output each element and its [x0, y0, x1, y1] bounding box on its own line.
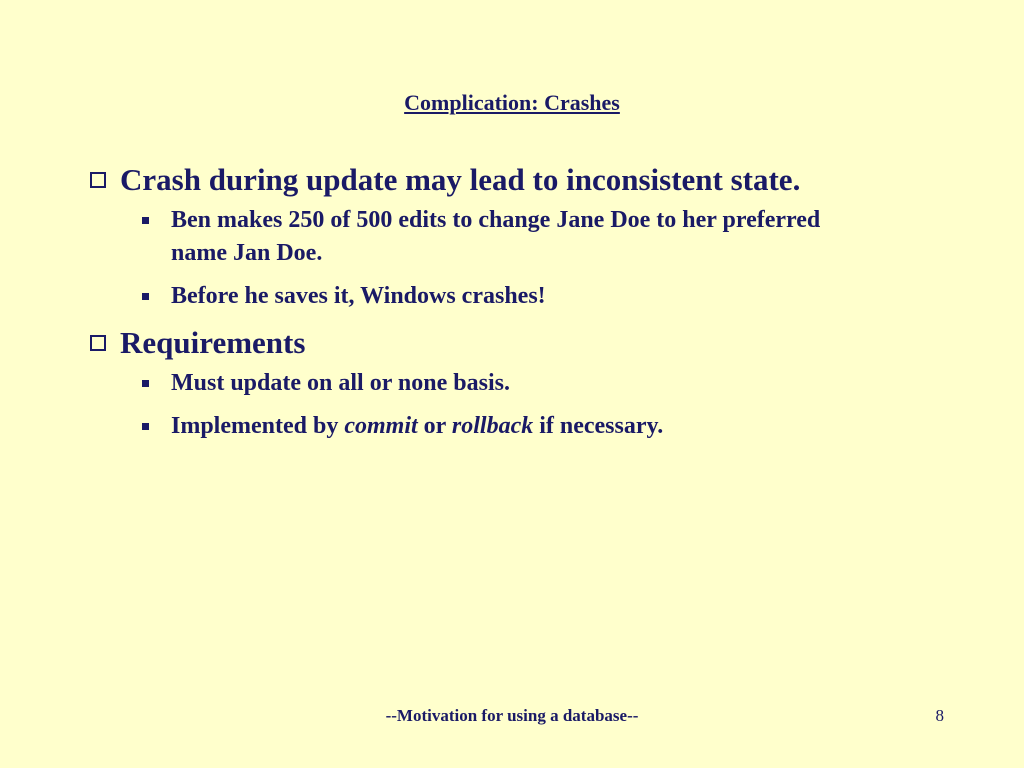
slide-content: [90, 160, 950, 453]
slide-title: Complication: Crashes: [404, 90, 620, 115]
term-rollback: rollback: [451, 413, 534, 439]
sub-bullet-text: Before he saves it, Windows crashes!: [171, 283, 546, 309]
text-prefix: Implemented by: [171, 413, 345, 439]
square-bullet-icon: [142, 293, 149, 300]
sub-bullet-text: [171, 410, 663, 443]
sub-bullet: [142, 280, 832, 313]
term-commit: commit: [344, 413, 418, 439]
sub-bullet: [142, 410, 832, 443]
bullet-text: Crash during update may lead to inconsistent state.: [120, 162, 801, 197]
sub-bullet: [142, 204, 832, 270]
square-bullet-icon: [142, 380, 149, 387]
sub-bullet: [142, 367, 832, 400]
sub-bullet-text: Ben makes 250 of 500 edits to change Jane Doe to her preferred name Jan Doe.: [171, 207, 821, 266]
bullet-crash: [90, 160, 950, 200]
text-suffix: if necessary.: [533, 413, 664, 439]
bullet-text: Requirements: [120, 325, 306, 360]
slide-footer: --Motivation for using a database--: [385, 706, 639, 725]
sublist-requirements: [90, 367, 950, 443]
page-number: 8: [935, 706, 944, 725]
sublist-crash: [90, 204, 950, 313]
square-bullet-icon: [142, 217, 149, 224]
checkbox-icon: [90, 172, 106, 188]
text-middle: or: [417, 413, 452, 439]
square-bullet-icon: [142, 423, 149, 430]
sub-bullet-text: Must update on all or none basis.: [171, 370, 510, 396]
bullet-requirements: [90, 323, 950, 363]
checkbox-icon: [90, 335, 106, 351]
